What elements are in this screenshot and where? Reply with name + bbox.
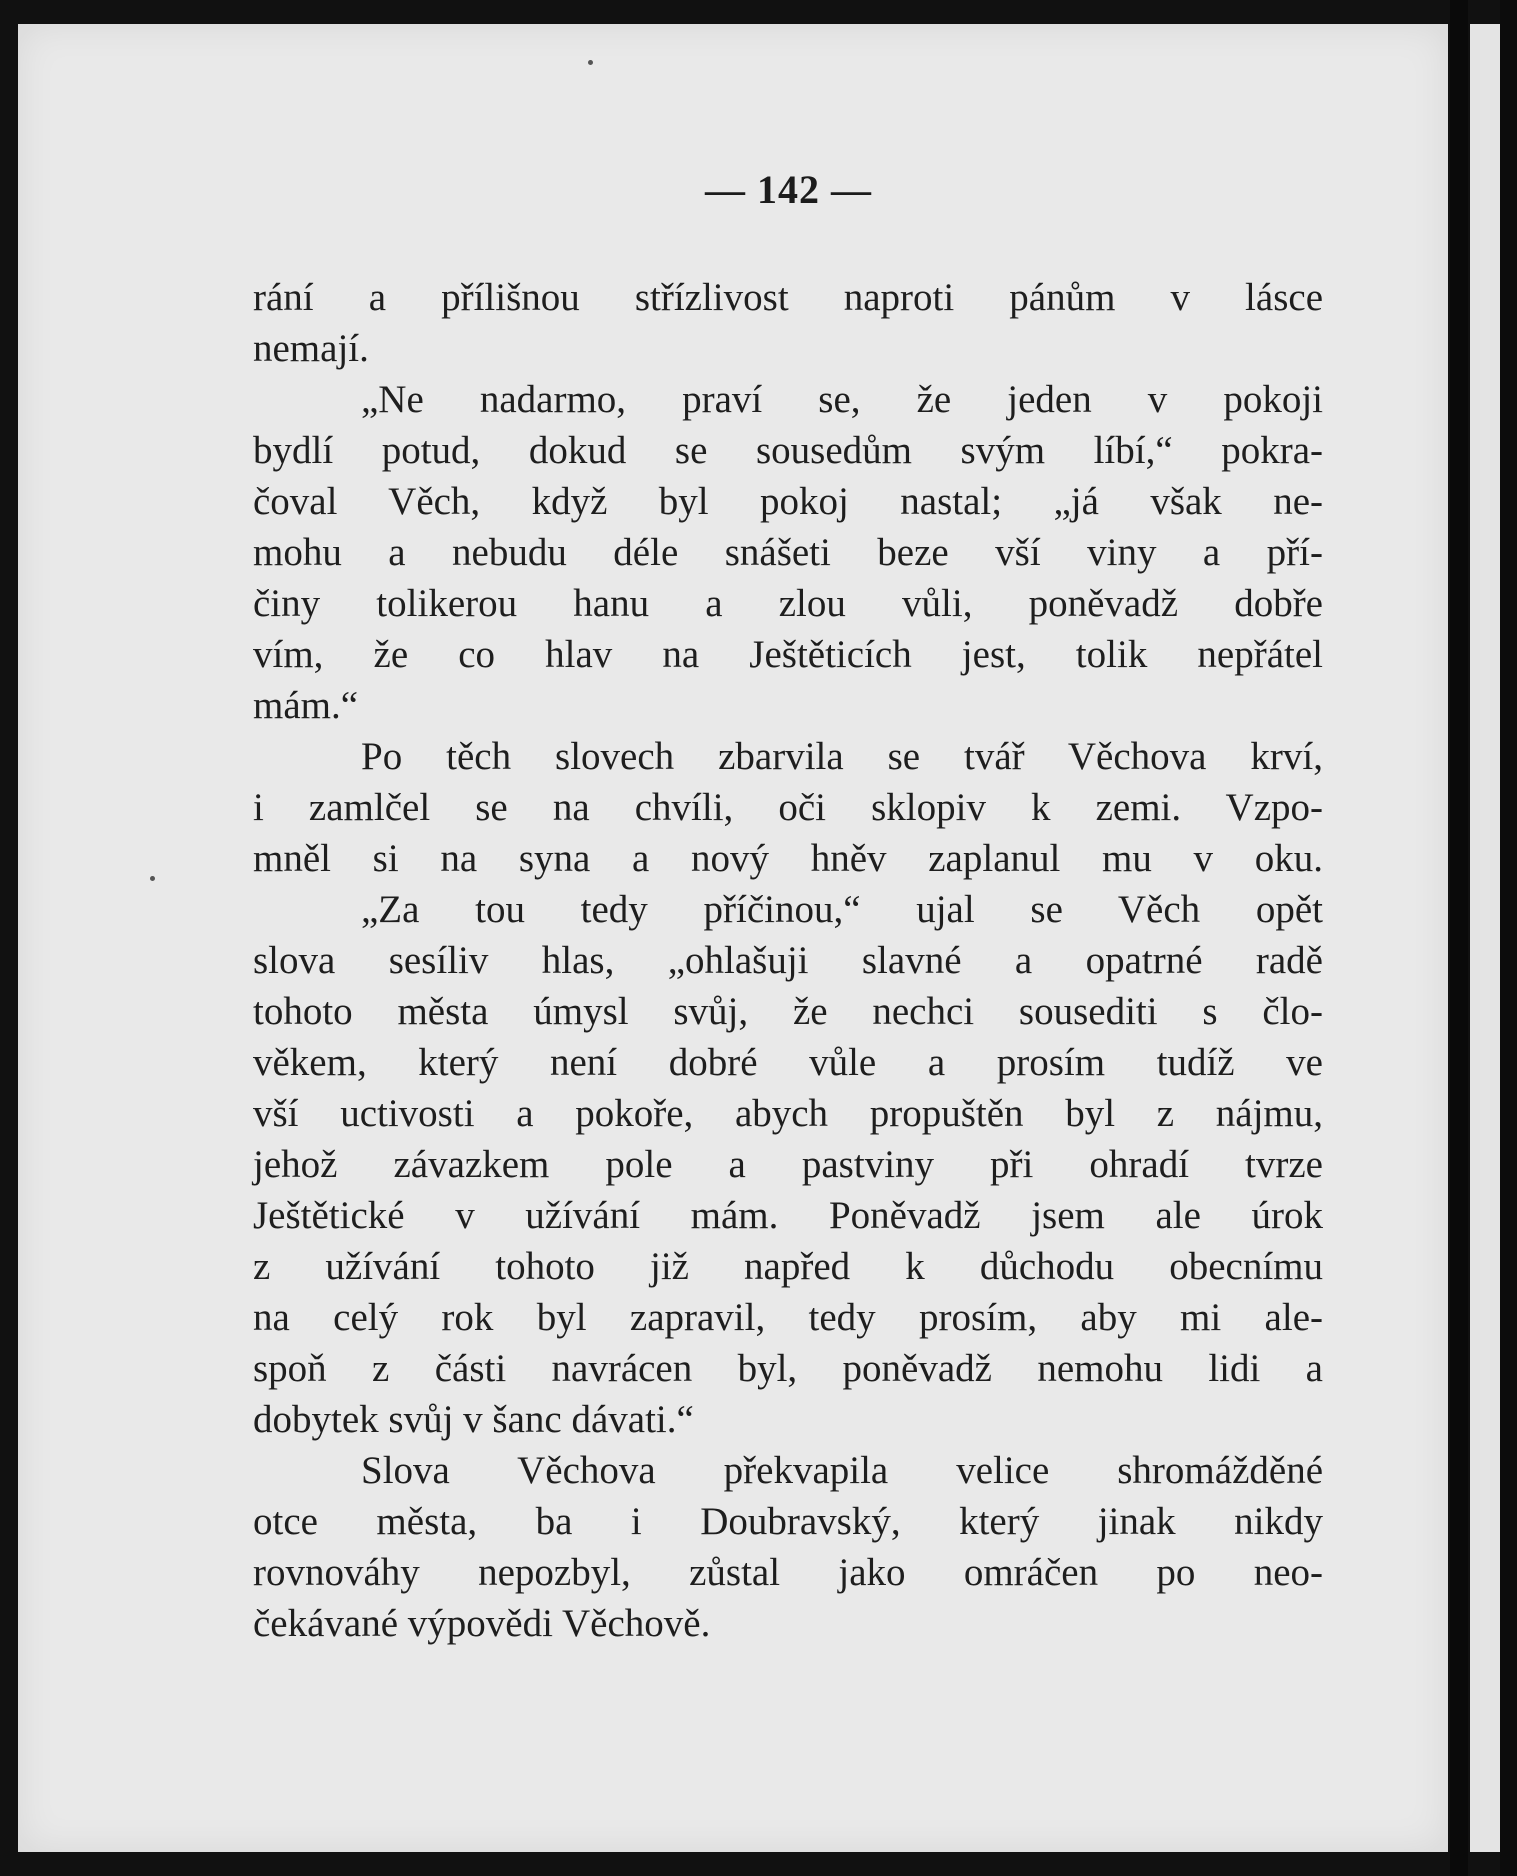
text-line: dobytek svůj v šanc dávati.“: [253, 1398, 694, 1441]
text-line: jehož závazkem pole a pastviny při ohradí tvrze: [253, 1143, 1323, 1186]
text-line: mám.“: [253, 684, 359, 727]
text-line: čoval Věch, když byl pokoj nastal; „já však ne-: [253, 480, 1323, 523]
scan-speck: [588, 60, 593, 65]
text-line: slova sesíliv hlas, „ohlašuji slavné a opatrné radě: [253, 939, 1323, 982]
text-line: Po těch slovech zbarvila se tvář Věchova krví,: [361, 735, 1323, 778]
text-line: věkem, který není dobré vůle a prosím tudíž ve: [253, 1041, 1323, 1084]
text-line: spoň z části navrácen byl, poněvadž nemohu lidi a: [253, 1347, 1323, 1390]
text-line: činy tolikerou hanu a zlou vůli, poněvadž dobře: [253, 582, 1323, 625]
text-line: bydlí potud, dokud se sousedům svým líbí,“ pokra-: [253, 429, 1323, 472]
text-line: čekávané výpovědi Věchově.: [253, 1602, 711, 1645]
scan-speck: [150, 876, 155, 881]
next-page-edge: [1470, 24, 1500, 1852]
scan-border: [1500, 0, 1517, 1876]
text-line: „Ne nadarmo, praví se, že jeden v pokoji: [361, 378, 1323, 421]
text-line: rovnováhy nepozbyl, zůstal jako omráčen po neo-: [253, 1551, 1323, 1594]
text-line: vší uctivosti a pokoře, abych propuštěn byl z nájmu,: [253, 1092, 1323, 1135]
page-gutter: [1450, 0, 1468, 1876]
body-text: [253, 272, 1323, 1649]
text-line: otce města, ba i Doubravský, který jinak nikdy: [253, 1500, 1323, 1543]
text-line: mněl si na syna a nový hněv zaplanul mu v oku.: [253, 837, 1323, 880]
text-line: Slova Věchova překvapila velice shromážděné: [361, 1449, 1323, 1492]
book-page: [18, 24, 1448, 1852]
text-line: rání a přílišnou střízlivost naproti pánům v lásce: [253, 276, 1323, 319]
page-number: — 142 —: [705, 167, 872, 212]
text-line: mohu a nebudu déle snášeti beze vší viny a pří-: [253, 531, 1323, 574]
text-line: i zamlčel se na chvíli, oči sklopiv k zemi. Vzpo-: [253, 786, 1323, 829]
text-line: na celý rok byl zapravil, tedy prosím, aby mi ale-: [253, 1296, 1323, 1339]
text-line: vím, že co hlav na Ještěticích jest, tolik nepřátel: [253, 633, 1323, 676]
text-line: Ještětické v užívání mám. Poněvadž jsem ale úrok: [253, 1194, 1323, 1237]
text-line: nemají.: [253, 327, 369, 370]
text-line: „Za tou tedy příčinou,“ ujal se Věch opět: [361, 888, 1323, 931]
text-line: tohoto města úmysl svůj, že nechci sousediti s člo-: [253, 990, 1323, 1033]
text-line: z užívání tohoto již napřed k důchodu obecnímu: [253, 1245, 1323, 1288]
